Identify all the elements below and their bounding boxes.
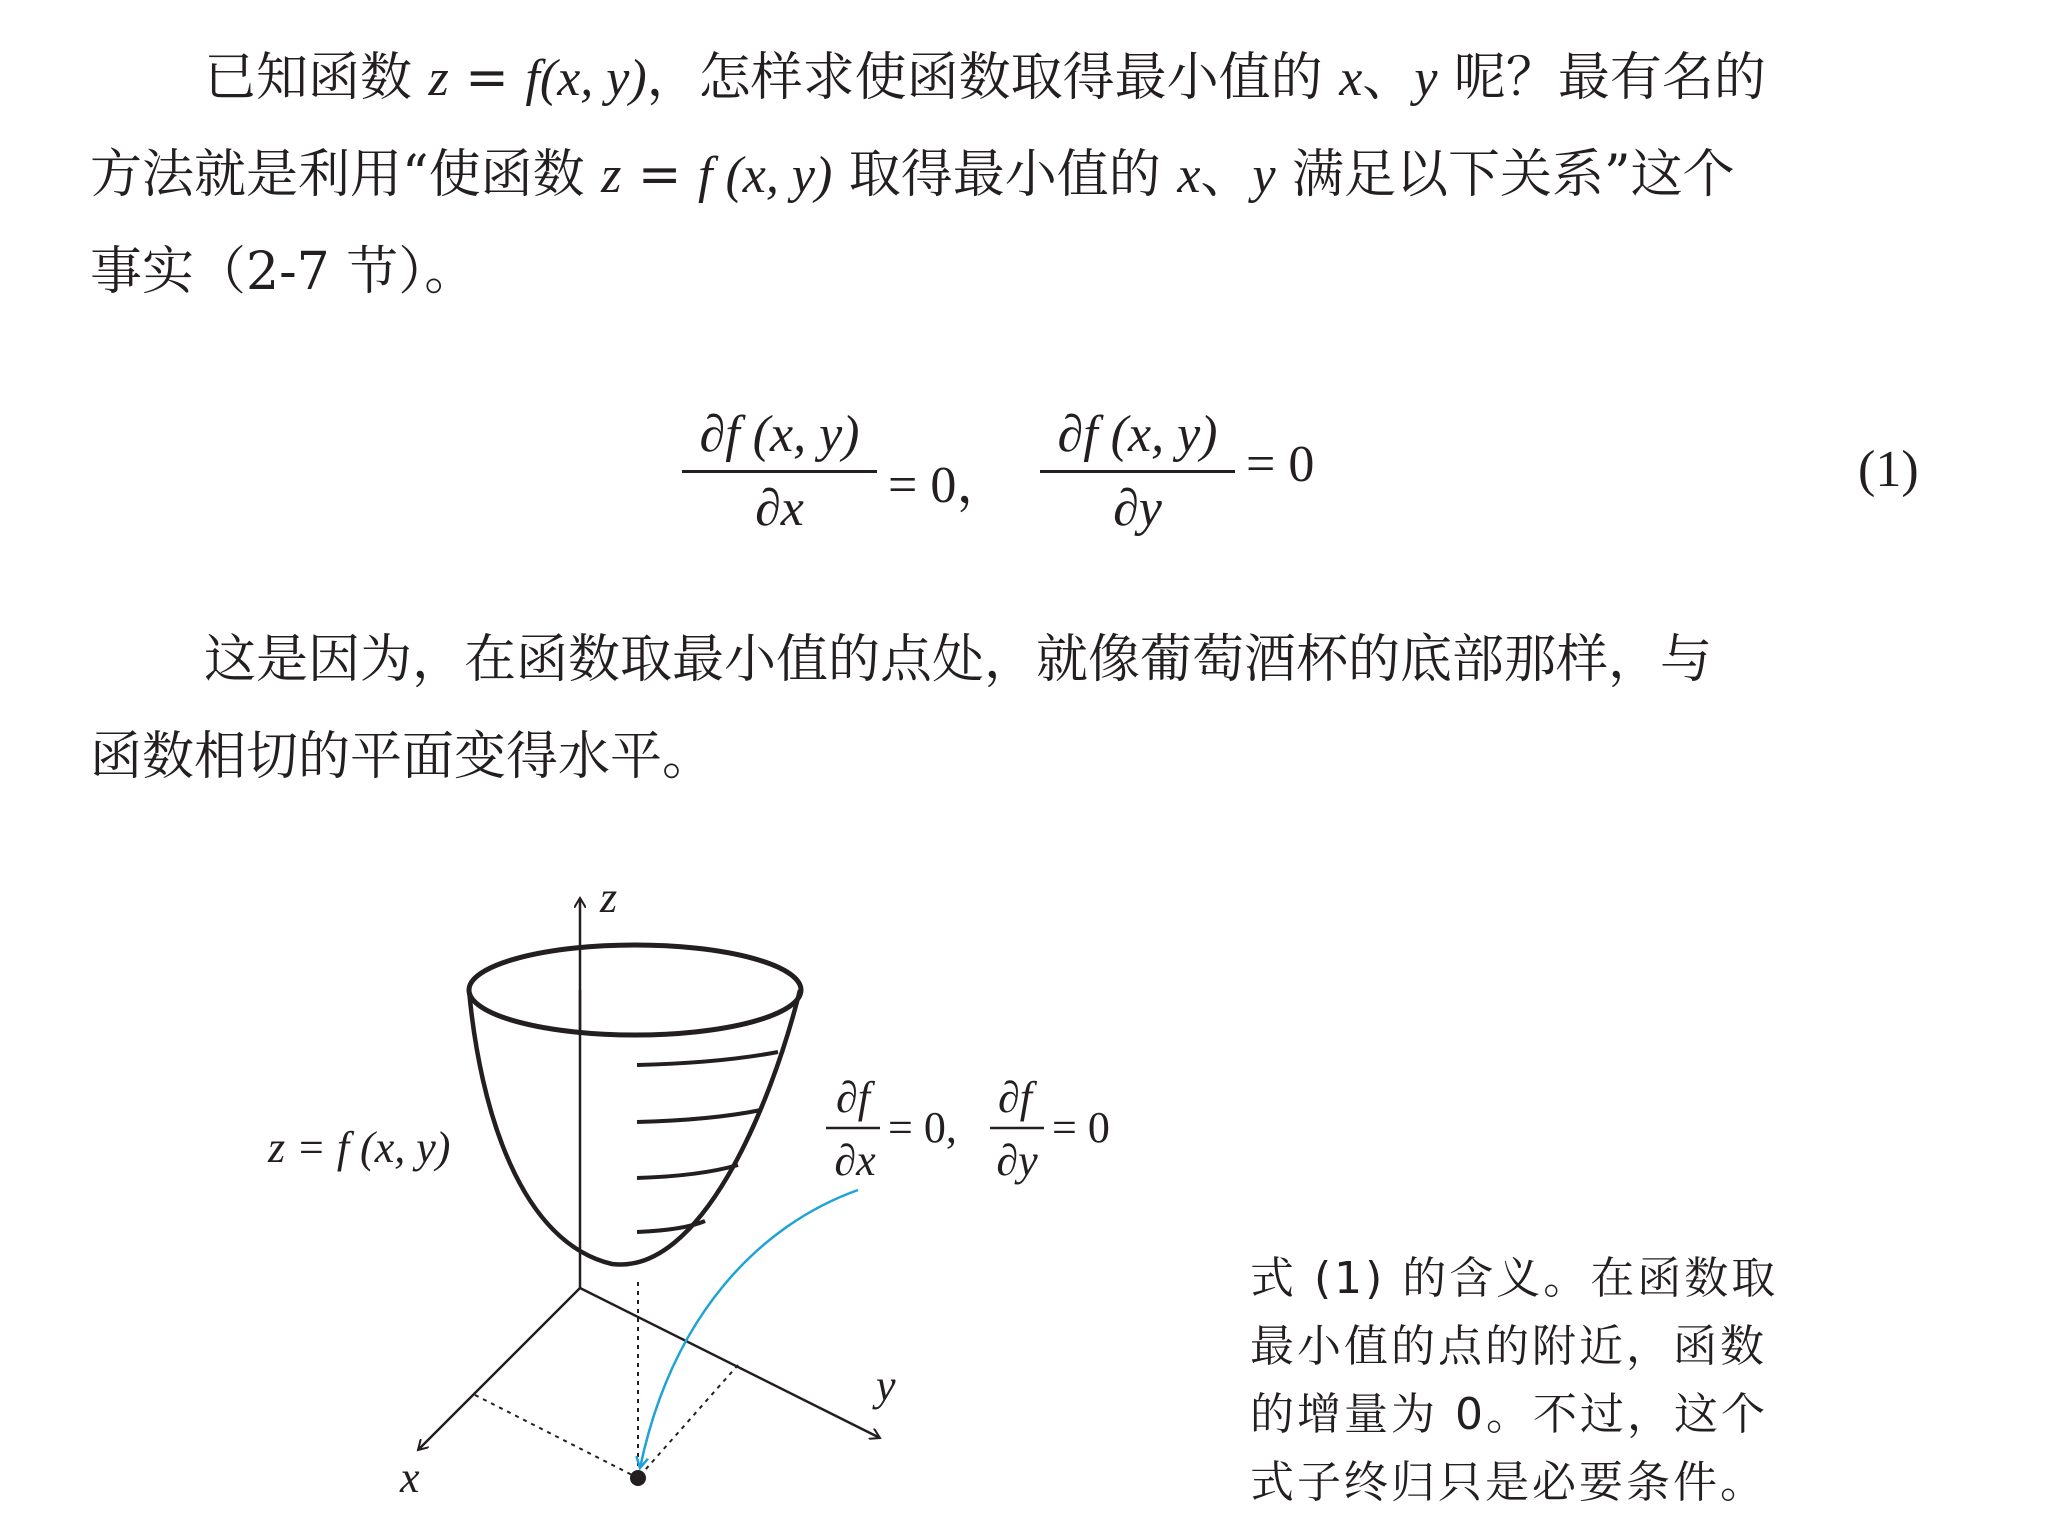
paragraph-intro [90,30,1930,321]
math-x: x [1177,147,1201,204]
math-args: (x, y) [539,50,647,107]
math-y: y [1414,50,1438,107]
caption-line: 最小值的点的附近，函数 [1250,1321,1767,1372]
math-f: f [698,147,713,204]
explanation-line-2: 函数相切的平面变得水平。 [90,727,715,787]
math-z: z [428,50,449,107]
text: 、 [1200,145,1253,205]
fraction-bar [682,470,877,473]
fraction-partial-y [1040,405,1235,538]
math-y: y [1252,147,1276,204]
cond-frac1-num: ∂f [836,1073,870,1122]
x-axis [418,1288,580,1450]
fraction-partial-x [682,405,877,538]
condition-formula [826,1073,1110,1185]
intro-line-2 [90,127,1930,224]
cond-eq1: = 0, [888,1103,957,1152]
math-args: (x, y) [712,147,833,204]
y-axis [580,1288,880,1438]
caption-line: 式 (1) 的含义。在函数取 [1250,1253,1779,1304]
equals-zero-2: = 0 [1246,436,1315,493]
contour-line [637,1110,761,1122]
equals-zero-1: = 0， [888,457,1009,514]
text: 方法就是利用“使函数 [90,145,602,205]
fraction-numerator: ∂f (x, y) [699,406,860,463]
contour-line [637,1052,778,1065]
text: 、 [1362,48,1415,108]
condition-arrow [640,1190,858,1468]
text: 呢？最有名的 [1437,48,1766,108]
projection-x [475,1395,638,1478]
minimum-point [630,1470,646,1486]
y-axis-label: y [876,1361,896,1410]
contour-line [637,1221,705,1232]
text: 已知函数 [204,48,429,108]
cond-eq2: = 0 [1052,1103,1110,1152]
fraction-bar [1040,470,1235,473]
cond-frac2-num: ∂f [998,1073,1032,1122]
math-x: x [1339,50,1363,107]
contour-line [637,1165,738,1178]
intro-line-3: 事实（2-7 节）。 [90,242,477,302]
explanation-line-1: 这是因为，在函数取最小值的点处，就像葡萄酒杯的底部那样，与 [204,630,1713,690]
caption-line: 的增量为 0。不过，这个 [1250,1389,1768,1440]
equation-number: (1) [1858,441,1919,498]
figure-caption [1250,1245,1810,1517]
text: 取得最小值的 [832,145,1178,205]
text: ，怎样求使函数取得最小值的 [646,48,1340,108]
z-axis-label: z [600,873,618,922]
surface-rim [469,945,801,1035]
surface-label: z = f (x, y) [268,1123,451,1172]
wine-glass-figure [0,860,1180,1520]
text: 满足以下关系”这个 [1275,145,1735,205]
cond-frac1-den: ∂x [834,1136,876,1185]
intro-line-1 [90,30,1930,127]
paragraph-explanation [90,612,1930,806]
math-z: z [601,147,622,204]
projection-lines [475,1282,738,1478]
math-eq: = [621,145,699,205]
caption-line: 式子终归只是必要条件。 [1250,1457,1767,1508]
math-eq: = [448,48,526,108]
cond-frac2-den: ∂y [996,1136,1038,1185]
fraction-denominator: ∂y [1113,480,1162,537]
fraction-denominator: ∂x [755,480,804,537]
x-axis-label: x [400,1453,420,1502]
math-f: f [525,50,540,107]
equation-1 [0,390,2060,550]
fraction-numerator: ∂f (x, y) [1057,406,1218,463]
surface [469,945,801,1265]
